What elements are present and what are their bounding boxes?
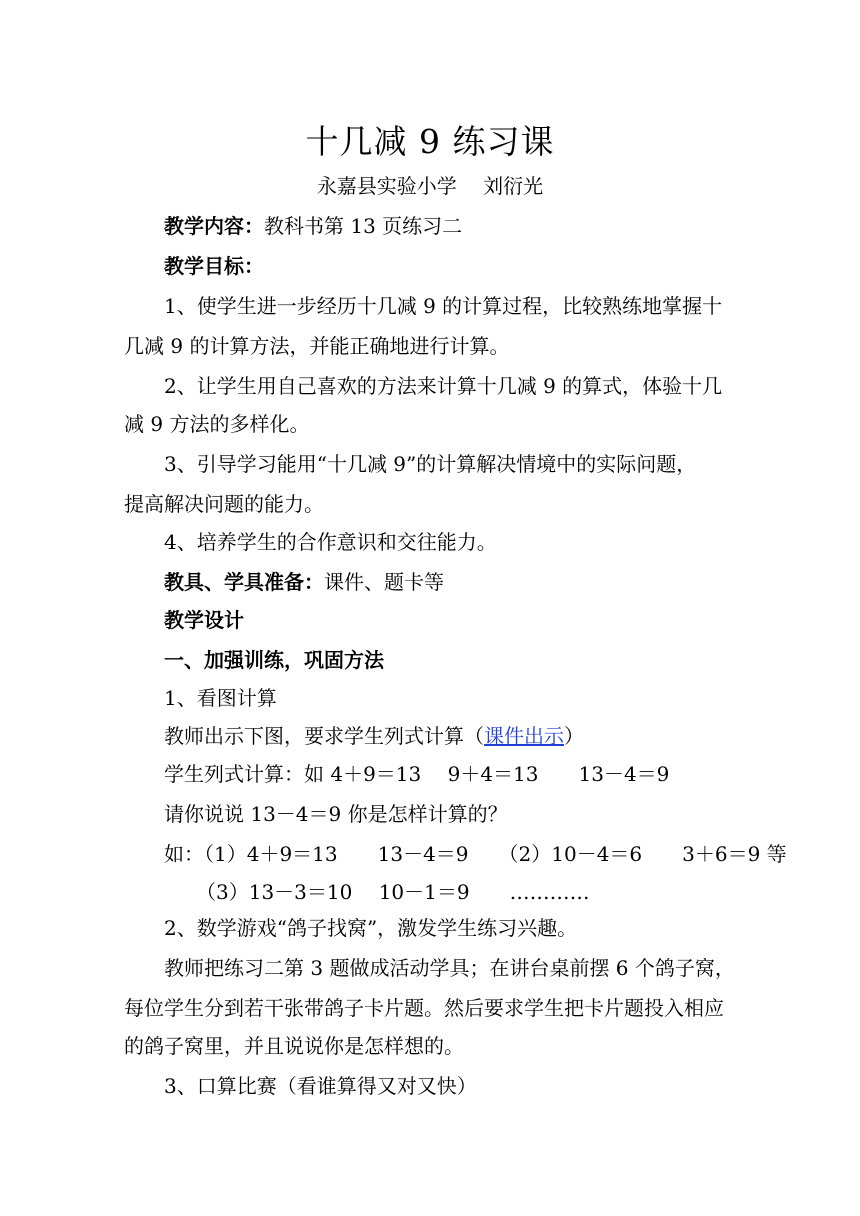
item-2-heading: 2、数学游戏“鸽子找窝”，激发学生练习兴趣。 — [164, 916, 578, 940]
teaching-content-line — [0, 212, 860, 240]
teaching-content-value: 教科书第 13 页练习二 — [264, 214, 463, 238]
example-line-1: 如：（1）4＋9＝13 13－4＝9 （2）10－4＝6 3＋6＝9 等 — [164, 842, 787, 866]
question-line: 请你说说 13－4＝9 你是怎样计算的？ — [164, 802, 508, 826]
author-line: 永嘉县实验小学 刘衍光 — [316, 174, 544, 198]
game-line-3: 的鸽子窝里，并且说说你是怎样想的。 — [124, 1034, 464, 1058]
goal-2-line-1: 2、让学生用自己喜欢的方法来计算十几减 9 的算式，体验十几 — [164, 374, 723, 398]
preparation-line — [0, 568, 860, 596]
document-title: 十几减 9 练习课 — [305, 122, 555, 161]
courseware-link[interactable]: 课件出示 — [484, 724, 564, 748]
goal-1-line-2: 几减 9 的计算方法，并能正确地进行计算。 — [124, 334, 510, 358]
design-heading: 教学设计 — [164, 608, 244, 632]
goal-4: 4、培养学生的合作意识和交往能力。 — [164, 530, 497, 554]
goal-3-line-2: 提高解决问题的能力。 — [124, 492, 324, 516]
goal-3-line-1: 3、引导学习能用“十几减 9”的计算解决情境中的实际问题， — [164, 452, 697, 476]
game-line-2: 每位学生分到若干张带鸽子卡片题。然后要求学生把卡片题投入相应 — [124, 996, 724, 1020]
teacher-show-close: ） — [564, 724, 584, 748]
example-line-2: （3）13－3＝10 10－1＝9 ………… — [196, 880, 590, 904]
section-1-heading: 一、加强训练，巩固方法 — [164, 648, 384, 672]
goal-2-line-2: 减 9 方法的多样化。 — [124, 412, 310, 436]
teaching-goals-label: 教学目标： — [164, 254, 264, 278]
teacher-show-line — [0, 722, 860, 750]
preparation-value: 课件、题卡等 — [324, 570, 444, 594]
preparation-label: 教具、学具准备： — [164, 570, 324, 594]
student-calc-line: 学生列式计算：如 4＋9＝13 9＋4＝13 13－4＝9 — [164, 762, 670, 786]
item-1-heading: 1、看图计算 — [164, 686, 277, 710]
game-line-1: 教师把练习二第 3 题做成活动学具；在讲台桌前摆 6 个鸽子窝， — [164, 956, 735, 980]
goal-1-line-1: 1、使学生进一步经历十几减 9 的计算过程，比较熟练地掌握十 — [164, 294, 723, 318]
item-3-heading: 3、口算比赛（看谁算得又对又快） — [164, 1074, 477, 1098]
teaching-content-label: 教学内容： — [164, 214, 264, 238]
teacher-show-text: 教师出示下图，要求学生列式计算（ — [164, 724, 484, 748]
